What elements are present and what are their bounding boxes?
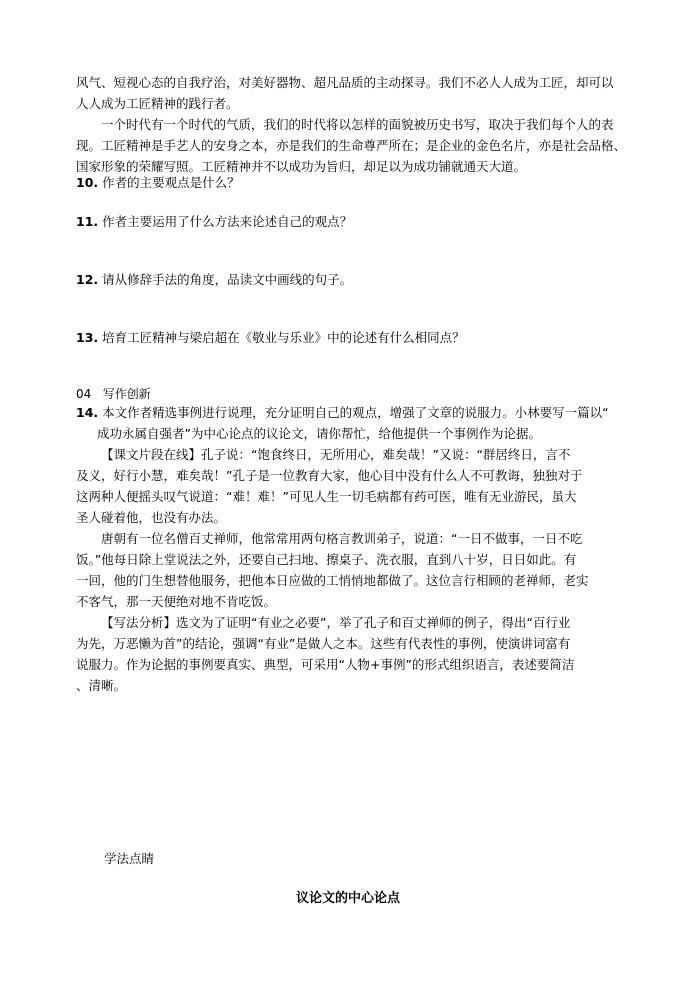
question-number: 14. — [76, 405, 99, 420]
question-text: 作者主要运用了什么方法来论述自己的观点？ — [102, 214, 353, 229]
q14-line: 唐朝有一位名僧百丈禅师，他常常用两句格言教训弟子，说道：“一日不做事，一日不吃 — [101, 531, 583, 546]
q14-line: 【课文片段在线】孔子说：“饱食终日，无所用心，难矣哉！”又说：“群居终日，言不 — [101, 447, 571, 462]
passage-line: 一个时代有一个时代的气质，我们的时代将以怎样的面貌被历史书写，取决于我们每个人的表 — [101, 117, 614, 132]
q14-line: 不客气，那一天便绝对地不肯吃饭。 — [76, 594, 277, 609]
question-14 — [76, 402, 632, 696]
section-number: 04 — [76, 387, 92, 401]
q14-line: 本文作者精选事例进行说理，充分证明自己的观点，增强了文章的说服力。小林要写一篇以“ — [102, 405, 609, 420]
question-11 — [76, 211, 632, 232]
q14-line: 成功永属自强者”为中心论点的议论文，请你帮忙，给他提供一个事例作为论据。 — [97, 426, 541, 441]
q14-line: 这两种人便摇头叹气说道：“难！难！”可见人生一切毛病都有药可医，唯有无业游民，虽大 — [76, 489, 577, 504]
question-12 — [76, 269, 632, 290]
passage — [76, 72, 632, 177]
question-number: 11. — [76, 214, 99, 229]
q14-line: 说服力。作为论据的事例要真实、典型，可采用“人物+事例”的形式组织语言，表述要简洁 — [76, 657, 575, 672]
section-heading — [76, 385, 151, 402]
q14-line: 一回，他的门生想替他服务，把他本日应做的工悄悄地都做了。这位言行相顾的老禅师，老实 — [76, 573, 589, 588]
q14-line: 、清晰。 — [76, 678, 127, 693]
question-number: 13. — [76, 330, 99, 345]
passage-line: 国家形象的荣耀写照。工匠精神并不以成功为旨归，却足以为成功铺就通天大道。 — [76, 159, 527, 174]
question-number: 12. — [76, 272, 99, 287]
section-title: 议论文的中心论点 — [295, 891, 400, 906]
question-text: 培育工匠精神与梁启超在《敬业与乐业》中的论述有什么相同点？ — [102, 330, 465, 345]
q14-line: 【写法分析】选文为了证明“有业之必要”，举了孔子和百丈禅师的例子，得出“百行业 — [101, 615, 571, 630]
question-text: 请从修辞手法的角度，品读文中画线的句子。 — [102, 272, 353, 287]
q14-line: 饭。”他每日除上堂说法之外，还要自己扫地、擦桌子、洗衣服，直到八十岁，日日如此。有 — [76, 552, 577, 567]
question-10 — [76, 172, 632, 193]
q14-line: 及义，好行小慧，难矣哉！”孔子是一位教育大家，他心目中没有什么人不可教诲，独独对于 — [76, 468, 583, 483]
question-text: 作者的主要观点是什么？ — [102, 175, 240, 190]
section-label: 写作创新 — [102, 387, 151, 401]
q14-line: 圣人碰着他，也没有办法。 — [76, 510, 227, 525]
question-number: 10. — [76, 175, 99, 190]
passage-line: 人人成为工匠精神的践行者。 — [76, 96, 239, 111]
passage-line: 现。工匠精神是手艺人的安身之本，亦是我们的生命尊严所在；是企业的金色名片，亦是社会品格、 — [76, 138, 627, 153]
q14-line: 为先，万恶懒为首”的结论，强调“有业”是做人之本。这些有代表性的事例，使演讲词富有 — [76, 636, 571, 651]
method-heading: 学法点睛 — [104, 851, 155, 866]
passage-line: 风气、短视心态的自我疗治，对美好器物、超凡品质的主动探寻。我们不必人人成为工匠，却可以 — [76, 75, 614, 90]
question-13 — [76, 327, 632, 348]
